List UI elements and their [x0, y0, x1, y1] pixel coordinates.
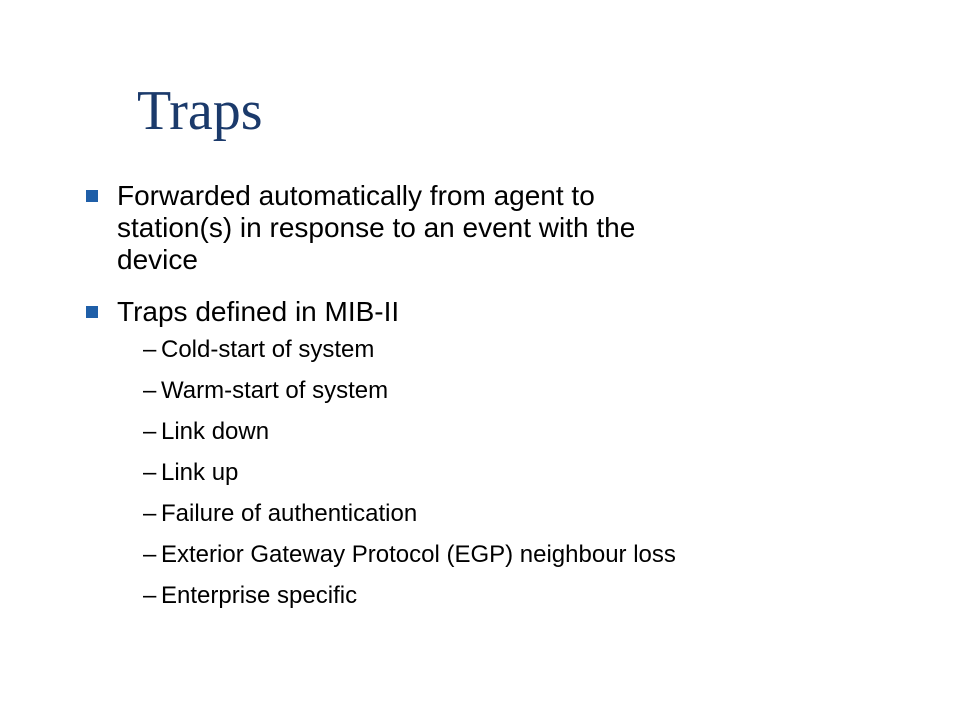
dash-bullet-icon: – [143, 582, 157, 609]
sub-bullet-text: Exterior Gateway Protocol (EGP) neighbour loss [161, 541, 676, 568]
bullet-line: station(s) in response to an event with the [117, 212, 636, 243]
sub-bullet-item [86, 418, 886, 446]
sub-bullet-item [86, 500, 886, 528]
sub-bullet-item [86, 377, 886, 405]
sub-bullet-text: Cold-start of system [161, 336, 375, 363]
bullet-line: device [117, 244, 198, 275]
dash-bullet-icon: – [143, 459, 157, 486]
sub-bullet-text: Link down [161, 418, 270, 445]
square-bullet-icon [86, 190, 98, 202]
sub-bullet-text: Failure of authentication [161, 500, 418, 527]
sub-bullet-text: Link up [161, 459, 239, 486]
bullet-line: Forwarded automatically from agent to [117, 180, 595, 211]
dash-bullet-icon: – [143, 336, 157, 363]
bullet-item [86, 296, 886, 328]
sub-bullet-item [86, 582, 886, 610]
sub-bullet-item [86, 459, 886, 487]
dash-bullet-icon: – [143, 500, 157, 527]
sub-bullet-text: Enterprise specific [161, 582, 358, 609]
dash-bullet-icon: – [143, 377, 157, 404]
slide-title: Traps [137, 80, 263, 142]
square-bullet-icon [86, 306, 98, 318]
sub-bullet-item [86, 336, 886, 364]
slide-body [86, 180, 886, 623]
dash-bullet-icon: – [143, 541, 157, 568]
bullet-item [86, 180, 886, 276]
sub-bullet-item [86, 541, 886, 569]
bullet-text: Traps defined in MIB-II [117, 296, 400, 327]
dash-bullet-icon: – [143, 418, 157, 445]
sub-bullet-list [86, 336, 886, 610]
sub-bullet-text: Warm-start of system [161, 377, 389, 404]
